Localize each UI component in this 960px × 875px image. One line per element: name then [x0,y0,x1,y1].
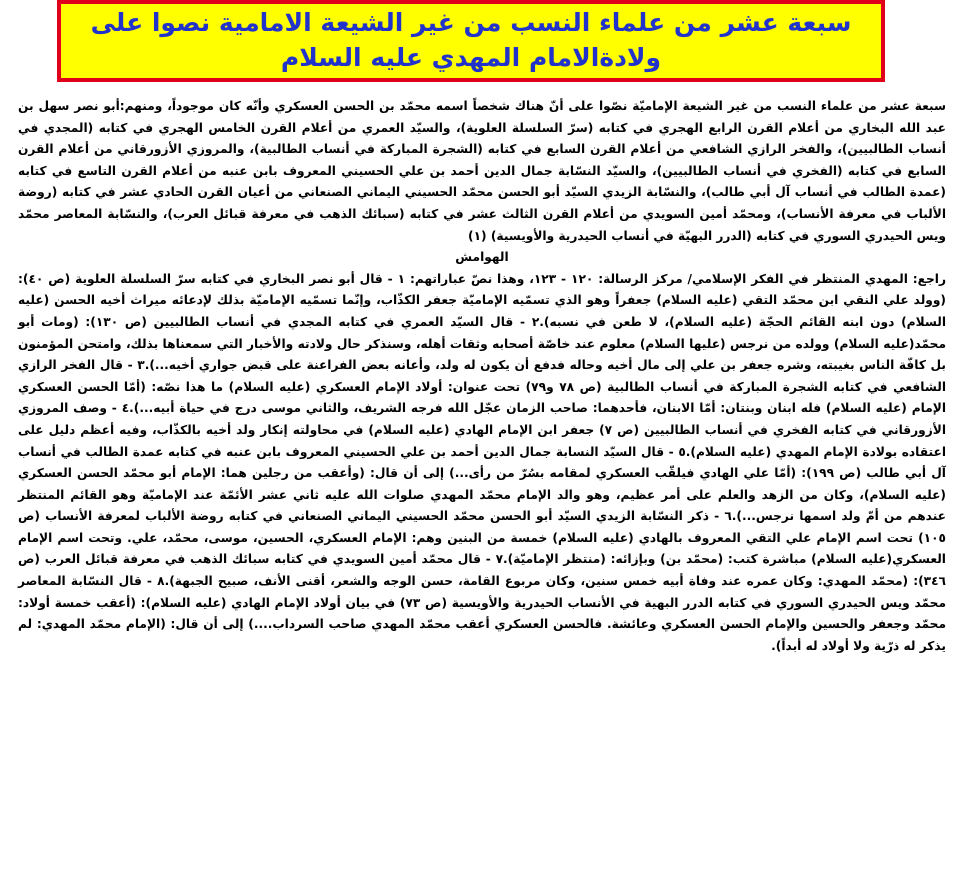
title-line-1: سبعة عشر من علماء النسب من غير الشيعة الامامية نصوا على [90,8,852,37]
title-banner [57,0,885,82]
intro-paragraph: سبعة عشر من علماء النسب من غير الشيعة الإماميّة نصّوا على أنّ هناك شخصاً اسمه محمّد بن الحسن العسكري وأنّه كان موجوداً، ومنهم:أبو نصر سهل بن عبد الله البخاري من أعلام القرن الرابع الهجري في كتابه (سرّ السلسلة العلوية)، والسيّد العمري من أعلام القرن الخامس الهجري في كتابه (المجدي في أنساب الطالبيين)، والفخر الرازي الشافعي من أعلام القرن السابع في كتابه (الشجرة المباركة في أنساب الطالبية)، والمروزي الأزورقاني من أعلام القرن السابع في كتابه (الفخري في أنساب الطالبيين)، والسيّد النسّابة جمال الدين أحمد بن علي الحسيني المعروف بابن عنبه من أعلام القرن التاسع في كتابه (عمدة الطالب في أنساب آل أبي طالب)، والنسّابة الزيدي السيّد أبو الحسن محمّد الحسيني اليماني الصنعاني من أعيان القرن الحادي عشر في كتابه (روضة الألباب في معرفة الأنساب)، ومحمّد أمين السويدي من أعلام القرن الثالث عشر في كتابه (سبائك الذهب في معرفة قبائل العرب)، والنسّابة المعاصر محمّد ويس الحيدري السوري في كتابه (الدرر البهيّة في أنساب الحيدرية والأويسية) (١) [18,99,946,243]
article-body [18,96,946,657]
footnotes-paragraph: راجع: المهدي المنتظر في الفكر الإسلامي/ مركز الرسالة: ١٢٠ - ١٢٣، وهذا نصّ عباراتهم: ١ - قال أبو نصر البخاري في كتابه سرّ السلسلة العلوية (ص ٤٠): (وولد علي النقي ابن محمّد التقي (عليه السلام) جعفراً وهو الذي تسمّيه الإماميّة جعفر الكذّاب، وإنّما تسمّيه الإماميّة بذلك لإدعائه ميراث أخيه الحسن (عليه السلام) دون ابنه القائم الحجّة (عليه السلام)، لا طعن في نسبه).٢ - قال السيّد العمري في كتابه المجدي في أنساب الطالبيين (ص ١٣٠): (ومات أبو محمّد(عليه السلام) وولده من نرجس (عليها السلام) معلوم عند خاصّة أصحابه وثقات أهله، وسنذكر حال ولادته والأخبار التي سمعناها بذلك، وامتحن المؤمنون بل كافّة الناس بغيبته، وشره جعفر بن علي إلى مال أخيه وحاله فدفع أن يكون له ولد، وأعانه بعض الفراعنة على قبض جواري أخيه...).٣ - قال الفخر الرازي الشافعي في كتابه الشجرة المباركة في أنساب الطالبية (ص ٧٨ و٧٩) تحت عنوان: أولاد الإمام العسكري (عليه السلام) ما هذا نصّه: (أمّا الحسن العسكري الإمام (عليه السلام) فله ابنان وبنتان: أمّا الابنان، فأحدهما: صاحب الزمان عجّل الله فرجه الشريف، والثاني موسى درج في حياة أبيه...).٤ - وصف المروزي الأزورقاني في كتابه الفخري في أنساب الطالبيين (ص ٧) جعفر ابن الإمام الهادي (عليه السلام) في محاولته إنكار ولد أخيه بالكذّاب، وفيه أعظم دليل على اعتقاده بولادة الإمام المهدي (عليه السلام).٥ - قال السيّد النسابة جمال الدين أحمد بن علي الحسيني المعروف بابن عنبه في كتابه عمدة الطالب في أنساب آل أبي طالب (ص ١٩٩): (أمّا علي الهادي فيلقّب العسكري لمقامه بسُرّ من رأى...) إلى أن قال: (وأعقب من رجلين هما: الإمام أبو محمّد الحسن العسكري (عليه السلام)، وكان من الزهد والعلم على أمر عظيم، وهو والد الإمام محمّد المهدي صلوات الله عليه ثاني عشر الأئمّة عند الإماميّة وهو القائم المنتظر عندهم من أمّ ولد اسمها نرجس...).٦ - ذكر النسّابة الزيدي السيّد أبو الحسن محمّد الحسيني اليماني الصنعاني في كتابه روضة الألباب لمعرفة الأنساب (ص ١٠٥) تحت اسم الإمام علي التقي المعروف بالهادي (عليه السلام) خمسة من البنين وهم: الإمام العسكري، الحسين، موسى، محمّد، علي. وتحت اسم الإمام العسكري(عليه السلام) مباشرة كتب: (محمّد بن) وبإزائه: (منتظر الإماميّة).٧ - قال محمّد أمين السويدي في كتابه سبائك الذهب في معرفة قبائل العرب (ص ٣٤٦): (محمّد المهدي: وكان عمره عند وفاة أبيه خمس سنين، وكان مربوع القامة، حسن الوجه والشعر، أقنى الأنف، صبيح الجبهة).٨ - قال النسّابة المعاصر محمّد ويس الحيدري السوري في كتابه الدرر البهية في الأنساب الحيدرية والأويسية (ص ٧٣) في بيان أولاد الإمام الهادي (عليه السلام): (أعقب خمسة أولاد: محمّد وجعفر والحسين والإمام الحسن العسكري وعائشة. فالحسن العسكري أعقب محمّد المهدي صاحب السرداب....) إلى أن قال: (الإمام محمّد المهدي: لم يذكر له ذرّية ولا أولاد له أبداً). [18,271,947,653]
title-line-2: ولادةالامام المهدي عليه السلام [280,43,662,72]
footnotes-heading: الهوامش [455,250,509,265]
